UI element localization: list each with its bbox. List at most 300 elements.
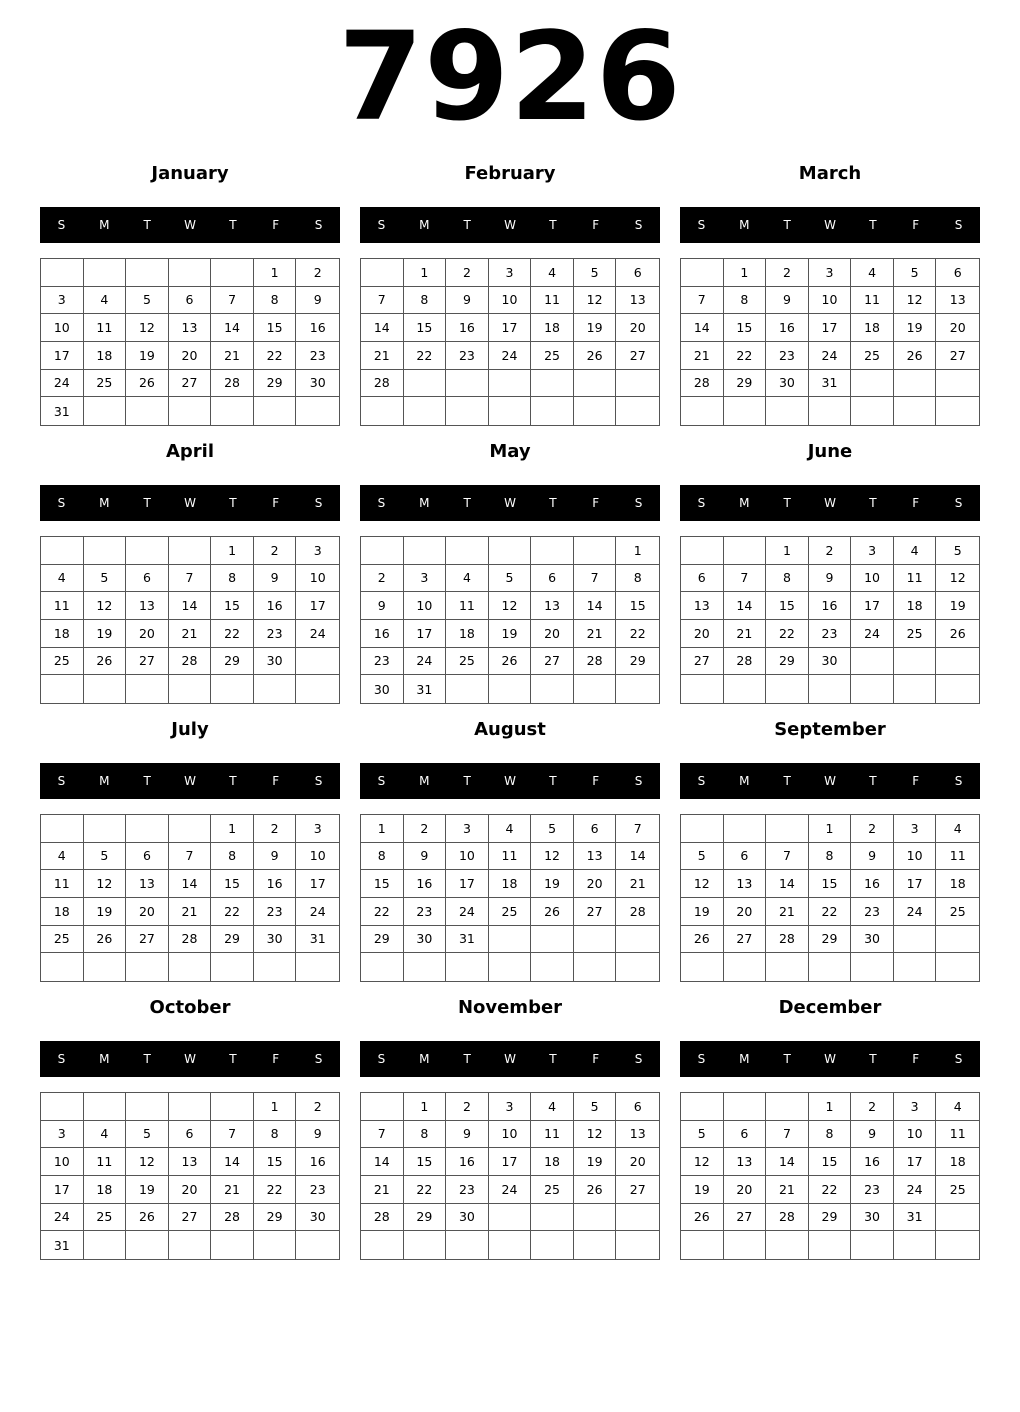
weekday-header — [680, 763, 980, 799]
day-cell: 6 — [126, 565, 169, 593]
day-cell: 5 — [894, 259, 937, 287]
day-cell: 17 — [404, 620, 447, 648]
empty-cell — [574, 397, 617, 425]
empty-cell — [126, 1093, 169, 1121]
empty-cell — [531, 675, 574, 703]
empty-cell — [169, 397, 212, 425]
day-cell: 17 — [41, 342, 84, 370]
day-cell: 31 — [446, 926, 489, 954]
day-cell: 7 — [169, 843, 212, 871]
day-cell: 16 — [404, 870, 447, 898]
weekday-label: S — [697, 496, 706, 510]
day-cell: 14 — [361, 1148, 404, 1176]
empty-cell — [894, 926, 937, 954]
day-cell: 24 — [809, 342, 852, 370]
day-cell: 6 — [169, 1121, 212, 1149]
weekday-label: T — [869, 218, 877, 232]
day-grid — [360, 814, 660, 982]
day-cell: 16 — [254, 592, 297, 620]
day-cell: 7 — [169, 565, 212, 593]
day-cell: 14 — [574, 592, 617, 620]
empty-cell — [446, 370, 489, 398]
day-cell: 29 — [404, 1204, 447, 1232]
day-cell: 8 — [361, 843, 404, 871]
day-cell: 18 — [446, 620, 489, 648]
day-cell: 22 — [361, 898, 404, 926]
day-cell: 17 — [296, 870, 339, 898]
empty-cell — [404, 1231, 447, 1259]
day-cell: 18 — [84, 1176, 127, 1204]
day-cell: 12 — [894, 287, 937, 315]
weekday-label: W — [504, 218, 516, 232]
day-cell: 2 — [851, 1093, 894, 1121]
weekday-label: T — [229, 774, 237, 788]
weekday-label: T — [783, 774, 791, 788]
day-cell: 5 — [574, 259, 617, 287]
empty-cell — [681, 397, 724, 425]
day-cell: 28 — [616, 898, 659, 926]
day-cell: 8 — [404, 1121, 447, 1149]
day-cell: 12 — [681, 1148, 724, 1176]
empty-cell — [126, 537, 169, 565]
month-name: December — [778, 997, 882, 1018]
empty-cell — [616, 953, 659, 981]
weekday-label: M — [739, 496, 750, 510]
day-cell: 23 — [254, 898, 297, 926]
day-cell: 1 — [361, 815, 404, 843]
month-name: October — [149, 997, 231, 1018]
day-cell: 17 — [489, 314, 532, 342]
weekday-label: S — [697, 1052, 706, 1066]
day-cell: 12 — [126, 314, 169, 342]
weekday-header — [360, 207, 660, 243]
day-cell: 16 — [361, 620, 404, 648]
day-cell: 24 — [404, 648, 447, 676]
empty-cell — [724, 1093, 767, 1121]
day-cell: 2 — [361, 565, 404, 593]
day-cell: 18 — [41, 898, 84, 926]
day-cell: 19 — [574, 314, 617, 342]
day-cell: 24 — [296, 620, 339, 648]
day-cell: 14 — [766, 870, 809, 898]
day-cell: 4 — [84, 1121, 127, 1149]
weekday-label: T — [143, 1052, 151, 1066]
weekday-label: T — [783, 1052, 791, 1066]
weekday-label: W — [504, 496, 516, 510]
empty-cell — [84, 1093, 127, 1121]
day-cell: 4 — [84, 287, 127, 315]
day-cell: 26 — [574, 1176, 617, 1204]
day-cell: 15 — [211, 870, 254, 898]
day-cell: 26 — [489, 648, 532, 676]
day-cell: 25 — [936, 1176, 979, 1204]
weekday-label: F — [272, 218, 280, 232]
empty-cell — [41, 537, 84, 565]
day-cell: 10 — [489, 287, 532, 315]
day-cell: 7 — [361, 287, 404, 315]
day-cell: 11 — [851, 287, 894, 315]
day-cell: 28 — [211, 370, 254, 398]
empty-cell — [766, 953, 809, 981]
empty-cell — [766, 1093, 809, 1121]
day-cell: 23 — [809, 620, 852, 648]
day-cell: 10 — [41, 314, 84, 342]
day-cell: 14 — [616, 843, 659, 871]
day-cell: 2 — [404, 815, 447, 843]
day-cell: 29 — [809, 1204, 852, 1232]
empty-cell — [296, 953, 339, 981]
day-cell: 28 — [681, 370, 724, 398]
day-cell: 6 — [681, 565, 724, 593]
day-cell: 28 — [169, 648, 212, 676]
day-cell: 23 — [404, 898, 447, 926]
day-cell: 23 — [446, 1176, 489, 1204]
day-cell: 3 — [296, 537, 339, 565]
day-cell: 16 — [809, 592, 852, 620]
weekday-label: S — [697, 218, 706, 232]
empty-cell — [724, 1231, 767, 1259]
empty-cell — [574, 953, 617, 981]
day-cell: 10 — [894, 1121, 937, 1149]
empty-cell — [296, 648, 339, 676]
empty-cell — [489, 675, 532, 703]
weekday-label: F — [272, 496, 280, 510]
day-cell: 26 — [126, 1204, 169, 1232]
weekday-label: M — [99, 774, 110, 788]
month-may — [360, 440, 660, 704]
empty-cell — [809, 953, 852, 981]
weekday-label: F — [592, 1052, 600, 1066]
empty-cell — [489, 397, 532, 425]
day-cell: 14 — [766, 1148, 809, 1176]
day-grid — [360, 258, 660, 426]
day-cell: 2 — [851, 815, 894, 843]
day-cell: 13 — [169, 1148, 212, 1176]
day-cell: 7 — [574, 565, 617, 593]
day-cell: 10 — [404, 592, 447, 620]
day-cell: 1 — [724, 259, 767, 287]
empty-cell — [169, 259, 212, 287]
day-cell: 2 — [766, 259, 809, 287]
empty-cell — [681, 953, 724, 981]
empty-cell — [766, 1231, 809, 1259]
empty-cell — [446, 537, 489, 565]
day-cell: 20 — [616, 314, 659, 342]
day-cell: 28 — [766, 1204, 809, 1232]
day-cell: 11 — [84, 314, 127, 342]
day-cell: 9 — [404, 843, 447, 871]
day-cell: 24 — [41, 1204, 84, 1232]
weekday-label: S — [954, 496, 963, 510]
day-cell: 1 — [254, 259, 297, 287]
day-cell: 13 — [126, 592, 169, 620]
weekday-label: W — [824, 774, 836, 788]
day-cell: 11 — [84, 1148, 127, 1176]
day-cell: 25 — [84, 370, 127, 398]
day-cell: 18 — [851, 314, 894, 342]
day-cell: 9 — [766, 287, 809, 315]
day-cell: 10 — [296, 843, 339, 871]
empty-cell — [936, 397, 979, 425]
empty-cell — [41, 1093, 84, 1121]
empty-cell — [126, 815, 169, 843]
day-cell: 6 — [724, 843, 767, 871]
empty-cell — [894, 397, 937, 425]
empty-cell — [84, 259, 127, 287]
day-cell: 25 — [41, 648, 84, 676]
month-march — [680, 162, 980, 426]
day-cell: 1 — [211, 537, 254, 565]
weekday-label: S — [314, 774, 323, 788]
empty-cell — [936, 926, 979, 954]
empty-cell — [361, 1231, 404, 1259]
empty-cell — [169, 675, 212, 703]
day-cell: 1 — [404, 1093, 447, 1121]
day-cell: 1 — [766, 537, 809, 565]
empty-cell — [169, 537, 212, 565]
day-cell: 22 — [404, 342, 447, 370]
day-cell: 1 — [254, 1093, 297, 1121]
empty-cell — [489, 1231, 532, 1259]
weekday-label: F — [592, 774, 600, 788]
day-cell: 7 — [361, 1121, 404, 1149]
day-cell: 17 — [809, 314, 852, 342]
day-cell: 20 — [531, 620, 574, 648]
day-cell: 6 — [574, 815, 617, 843]
empty-cell — [531, 1204, 574, 1232]
day-cell: 14 — [211, 314, 254, 342]
weekday-label: S — [954, 1052, 963, 1066]
empty-cell — [361, 1093, 404, 1121]
empty-cell — [41, 953, 84, 981]
day-cell: 30 — [809, 648, 852, 676]
day-cell: 11 — [531, 1121, 574, 1149]
day-cell: 21 — [766, 898, 809, 926]
day-cell: 29 — [211, 926, 254, 954]
weekday-label: S — [314, 218, 323, 232]
day-grid — [680, 536, 980, 704]
empty-cell — [936, 1204, 979, 1232]
day-cell: 22 — [211, 898, 254, 926]
month-december — [680, 996, 980, 1260]
day-cell: 30 — [851, 1204, 894, 1232]
empty-cell — [489, 953, 532, 981]
day-cell: 21 — [169, 620, 212, 648]
day-cell: 22 — [254, 342, 297, 370]
day-cell: 4 — [41, 565, 84, 593]
month-name: July — [171, 719, 209, 740]
weekday-label: W — [824, 496, 836, 510]
day-cell: 19 — [681, 1176, 724, 1204]
empty-cell — [574, 1231, 617, 1259]
day-cell: 13 — [936, 287, 979, 315]
empty-cell — [616, 1204, 659, 1232]
day-cell: 7 — [211, 287, 254, 315]
day-grid — [40, 814, 340, 982]
day-cell: 18 — [489, 870, 532, 898]
weekday-label: T — [463, 774, 471, 788]
empty-cell — [446, 397, 489, 425]
day-cell: 3 — [489, 259, 532, 287]
weekday-label: T — [783, 218, 791, 232]
day-cell: 19 — [681, 898, 724, 926]
weekday-label: S — [634, 496, 643, 510]
day-cell: 18 — [894, 592, 937, 620]
empty-cell — [936, 370, 979, 398]
weekday-label: W — [184, 496, 196, 510]
day-cell: 9 — [446, 287, 489, 315]
day-cell: 26 — [531, 898, 574, 926]
day-cell: 28 — [169, 926, 212, 954]
day-cell: 22 — [809, 1176, 852, 1204]
day-cell: 5 — [126, 1121, 169, 1149]
weekday-label: S — [377, 218, 386, 232]
day-cell: 22 — [616, 620, 659, 648]
empty-cell — [84, 953, 127, 981]
day-cell: 11 — [41, 592, 84, 620]
day-cell: 22 — [211, 620, 254, 648]
day-cell: 6 — [531, 565, 574, 593]
day-cell: 15 — [404, 1148, 447, 1176]
day-cell: 18 — [84, 342, 127, 370]
day-cell: 5 — [84, 565, 127, 593]
day-cell: 18 — [41, 620, 84, 648]
day-cell: 26 — [84, 648, 127, 676]
empty-cell — [724, 537, 767, 565]
day-cell: 24 — [446, 898, 489, 926]
empty-cell — [446, 1231, 489, 1259]
day-cell: 29 — [361, 926, 404, 954]
empty-cell — [574, 926, 617, 954]
empty-cell — [894, 953, 937, 981]
day-cell: 9 — [361, 592, 404, 620]
empty-cell — [574, 675, 617, 703]
day-cell: 10 — [894, 843, 937, 871]
weekday-label: W — [184, 1052, 196, 1066]
day-cell: 4 — [489, 815, 532, 843]
day-cell: 15 — [766, 592, 809, 620]
day-cell: 4 — [531, 1093, 574, 1121]
day-cell: 11 — [489, 843, 532, 871]
month-name: March — [798, 163, 862, 184]
day-cell: 9 — [809, 565, 852, 593]
day-cell: 11 — [936, 1121, 979, 1149]
day-cell: 11 — [894, 565, 937, 593]
day-cell: 2 — [254, 537, 297, 565]
weekday-label: T — [143, 774, 151, 788]
day-cell: 8 — [211, 843, 254, 871]
empty-cell — [681, 1231, 724, 1259]
day-cell: 27 — [531, 648, 574, 676]
day-cell: 27 — [936, 342, 979, 370]
empty-cell — [809, 397, 852, 425]
day-cell: 21 — [616, 870, 659, 898]
month-february — [360, 162, 660, 426]
empty-cell — [254, 1231, 297, 1259]
day-grid — [40, 536, 340, 704]
empty-cell — [446, 953, 489, 981]
empty-cell — [296, 397, 339, 425]
day-cell: 22 — [809, 898, 852, 926]
empty-cell — [169, 815, 212, 843]
day-cell: 1 — [809, 1093, 852, 1121]
day-cell: 18 — [531, 1148, 574, 1176]
empty-cell — [211, 259, 254, 287]
day-cell: 21 — [681, 342, 724, 370]
month-june — [680, 440, 980, 704]
weekday-label: F — [912, 218, 920, 232]
day-cell: 10 — [489, 1121, 532, 1149]
empty-cell — [766, 675, 809, 703]
day-cell: 16 — [296, 1148, 339, 1176]
day-cell: 16 — [446, 1148, 489, 1176]
day-cell: 17 — [851, 592, 894, 620]
day-cell: 8 — [724, 287, 767, 315]
weekday-label: S — [57, 218, 66, 232]
day-cell: 24 — [296, 898, 339, 926]
weekday-label: F — [912, 496, 920, 510]
day-cell: 8 — [254, 287, 297, 315]
day-cell: 26 — [126, 370, 169, 398]
day-grid — [40, 258, 340, 426]
month-january — [40, 162, 340, 426]
day-cell: 10 — [809, 287, 852, 315]
weekday-header — [40, 1041, 340, 1077]
day-cell: 16 — [296, 314, 339, 342]
day-cell: 25 — [531, 1176, 574, 1204]
month-name: February — [464, 163, 556, 184]
day-cell: 30 — [446, 1204, 489, 1232]
weekday-label: T — [143, 218, 151, 232]
weekday-label: M — [419, 774, 430, 788]
day-cell: 1 — [211, 815, 254, 843]
day-cell: 25 — [489, 898, 532, 926]
weekday-label: M — [419, 218, 430, 232]
day-cell: 14 — [169, 870, 212, 898]
weekday-label: S — [634, 774, 643, 788]
empty-cell — [84, 537, 127, 565]
day-cell: 22 — [404, 1176, 447, 1204]
month-name: April — [165, 441, 215, 462]
empty-cell — [169, 953, 212, 981]
weekday-label: T — [549, 1052, 557, 1066]
weekday-label: F — [592, 218, 600, 232]
day-cell: 23 — [296, 342, 339, 370]
empty-cell — [851, 648, 894, 676]
day-cell: 10 — [446, 843, 489, 871]
day-cell: 5 — [531, 815, 574, 843]
weekday-header — [360, 485, 660, 521]
day-cell: 13 — [724, 870, 767, 898]
day-cell: 21 — [574, 620, 617, 648]
day-cell: 1 — [404, 259, 447, 287]
empty-cell — [574, 370, 617, 398]
empty-cell — [724, 815, 767, 843]
day-cell: 29 — [766, 648, 809, 676]
day-cell: 12 — [936, 565, 979, 593]
empty-cell — [766, 397, 809, 425]
weekday-header — [40, 485, 340, 521]
day-cell: 25 — [41, 926, 84, 954]
day-cell: 22 — [254, 1176, 297, 1204]
day-cell: 6 — [126, 843, 169, 871]
empty-cell — [404, 397, 447, 425]
day-cell: 20 — [616, 1148, 659, 1176]
empty-cell — [681, 1093, 724, 1121]
day-cell: 4 — [41, 843, 84, 871]
weekday-label: W — [184, 774, 196, 788]
day-cell: 21 — [169, 898, 212, 926]
